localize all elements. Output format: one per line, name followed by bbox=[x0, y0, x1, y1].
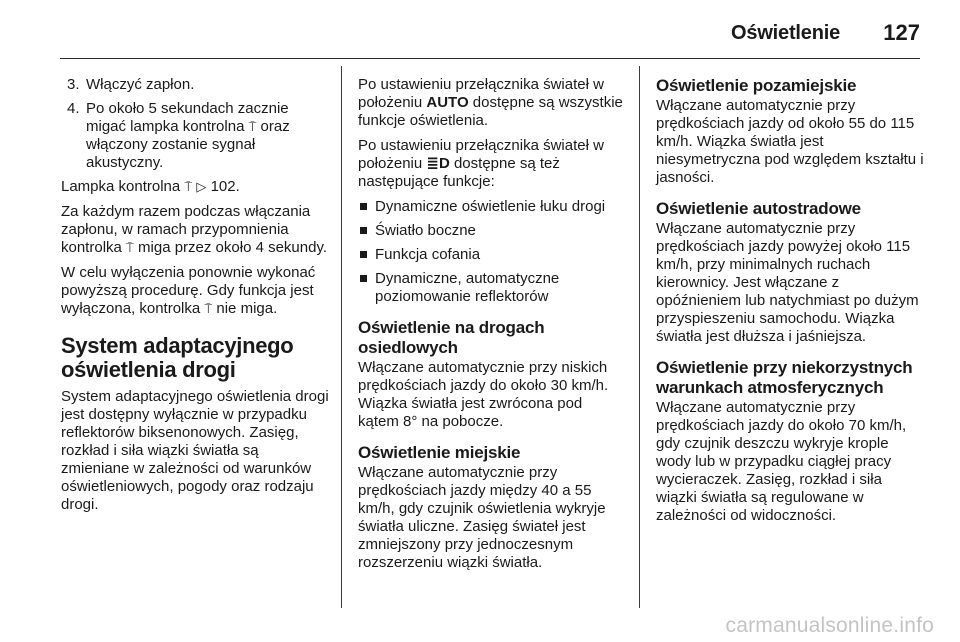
subheading-motorway: Oświetlenie autostradowe bbox=[656, 199, 861, 218]
bullet-icon bbox=[360, 251, 367, 258]
bullet-icon bbox=[360, 275, 367, 282]
headlight-warning-icon: ⍑ bbox=[248, 119, 257, 134]
subheading-town: Oświetlenie miejskie bbox=[358, 443, 521, 462]
paragraph-rural: Włączane automatycznie przy niskich prędkościach jazdy do około 30 km/h. Wiązka światła jest zwrócona pod kątem 8° na pobocze. bbox=[358, 359, 609, 430]
paragraph-town: Włączane automatycznie przy prędkościach jazdy między 40 a 55 km/h, gdy czujnik oświetlenia wykryje światła uliczne. Zasięg świateł jest zmniejszony przy jednoczesnym rozszerzeniu wiązki światła. bbox=[358, 464, 606, 571]
reminder-paragraph: Za każdym razem podczas włączania zapłonu, w ramach przypomnienia kontrolka ⍑ miga przez około 4 sekundy. bbox=[61, 203, 328, 256]
headlight-warning-icon: ⍑ bbox=[184, 179, 193, 194]
page-reference-triangle-icon: ▷ bbox=[196, 179, 207, 194]
lowbeam-paragraph: Po ustawieniu przełącznika świateł w położeniu ≣D dostępne są też następujące funkcje: bbox=[358, 137, 604, 190]
paragraph-motorway: Włączane automatycznie przy prędkościach jazdy powyżej około 115 km/h, przy minimalnych ruchach kierownicy. Jest włączane z opóźnieniem lub natychmiast po dużym przyspieszeniu samochodu. Wiązka światła jest dłuższa i jaśniejsza. bbox=[656, 220, 919, 345]
subheading-rural: Oświetlenie na drogach osiedlowych bbox=[358, 318, 545, 357]
subheading-country: Oświetlenie pozamiejskie bbox=[656, 76, 857, 95]
list-item: Dynamiczne oświetlenie łuku drogi bbox=[358, 198, 626, 216]
page-header bbox=[60, 0, 920, 59]
indicator-paragraph: Lampka kontrolna ⍑ ▷ 102. bbox=[61, 178, 240, 195]
list-item: 3. Włączyć zapłon. bbox=[67, 76, 195, 93]
paragraph-country: Włączane automatycznie przy prędkościach jazdy od około 55 do 115 km/h. Wiązka światła jest niesymetryczna pod względem kształtu i jasności. bbox=[656, 97, 924, 186]
headlight-warning-icon: ⍑ bbox=[126, 240, 134, 255]
watermark: carmanualsonline.info bbox=[725, 614, 934, 637]
functions-list bbox=[358, 198, 626, 306]
column-2 bbox=[358, 76, 626, 579]
list-item: Światło boczne bbox=[358, 222, 626, 240]
auto-paragraph: Po ustawieniu przełącznika świateł w położeniu AUTO dostępne są wszystkie funkcje oświetlenia. bbox=[358, 76, 623, 129]
column-divider-1 bbox=[341, 66, 342, 608]
list-item: 4. Po około 5 sekundach zacznie migać lampka kontrolna ⍑ oraz włączony zostanie sygnał akustyczny. bbox=[67, 100, 290, 171]
list-item: Dynamiczne, automatyczne poziomowanie reflektorów bbox=[358, 270, 626, 306]
headlight-warning-icon: ⍑ bbox=[204, 301, 213, 316]
page-title: Oświetlenie bbox=[731, 22, 840, 44]
subheading-adverse: Oświetlenie przy niekorzystnych warunkach atmosferycznych bbox=[656, 358, 913, 397]
section-heading: System adaptacyjnego oświetlenia drogi bbox=[61, 333, 294, 382]
column-3 bbox=[656, 76, 924, 532]
list-item: Funkcja cofania bbox=[358, 246, 626, 264]
section-paragraph: System adaptacyjnego oświetlenia drogi jest dostępny wyłącznie w przypadku reflektorów biksenonowych. Zasięg, rozkład i siła wiązki światła są zmieniane w zależności od warunków oświetleniowych, pogody oraz rodzaju drogi. bbox=[61, 388, 329, 513]
bullet-icon bbox=[360, 203, 367, 210]
auto-label: AUTO bbox=[426, 94, 469, 111]
column-1 bbox=[61, 76, 329, 521]
bullet-icon bbox=[360, 227, 367, 234]
paragraph-adverse: Włączane automatycznie przy prędkościach jazdy do około 70 km/h, gdy czujnik deszczu wykryje krople wody lub w przypadku ciągłej pracy wycieraczek. Zasięg, rozkład i siła wiązki światła są regulowane w zależności od widoczności. bbox=[656, 399, 907, 524]
column-divider-2 bbox=[639, 66, 640, 608]
low-beam-icon: ≣D bbox=[426, 155, 450, 172]
deactivate-paragraph: W celu wyłączenia ponownie wykonać powyższą procedurę. Gdy funkcja jest wyłączona, kontrolka ⍑ nie miga. bbox=[61, 264, 316, 317]
steps-list bbox=[61, 76, 329, 172]
page-number: 127 bbox=[883, 20, 920, 45]
